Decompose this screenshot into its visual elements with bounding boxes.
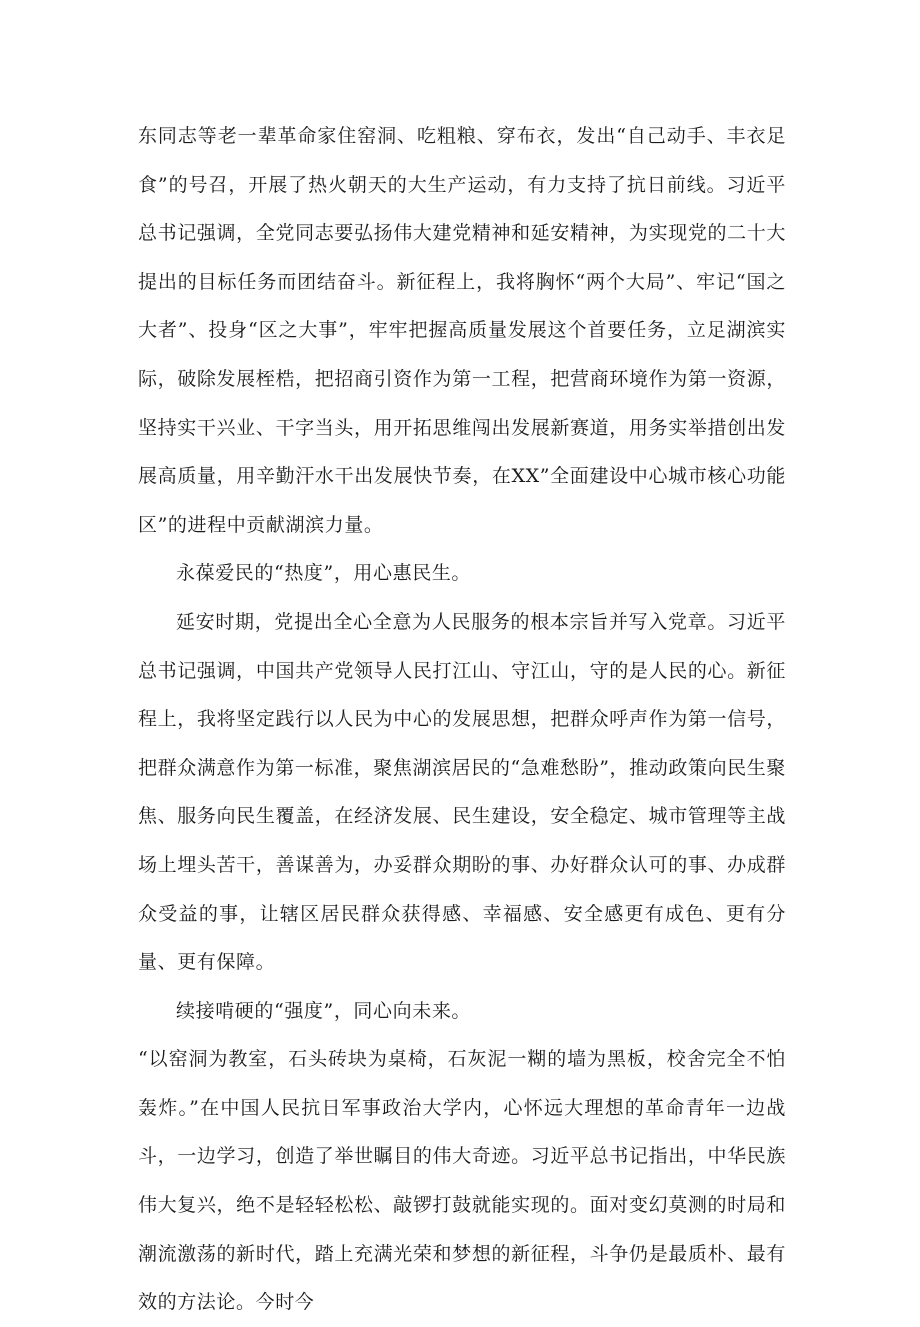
paragraph-dasheng-production: 东同志等老一辈革命家住窑洞、吃粗粮、穿布衣，发出“自己动手、丰衣足食”的号召，开展了热火朝天的大生产运动，有力支持了抗日前线。习近平总书记强调，全党同志要弘扬伟大建党精神和延安精神，为实现党的二十大提出的目标任务而团结奋斗。新征程上，我将胸怀“两个大局”、牢记“国之大者”、投身“区之大事”，牢牢把握高质量发展这个首要任务，立足湖滨实际，破除发展桎梏，把招商引资作为第一工程，把营商环境作为第一资源，坚持实干兴业、干字当头，用开拓思维闯出发展新赛道，用务实举措创出发展高质量，用辛勤汗水干出发展快节奏，在XX”全面建设中心城市核心功能区”的进程中贡献湖滨力量。 [138, 125, 786, 536]
section-heading-tough-work: 续接啃硬的“强度”，同心向未来。 [176, 999, 472, 1022]
paragraph-serve-people: 延安时期，党提出全心全意为人民服务的根本宗旨并写入党章。习近平总书记强调，中国共产党领导人民打江山、守江山，守的是人民的心。新征程上，我将坚定践行以人民为中心的发展思想，把群众呼声作为第一信号，把群众满意作为第一标准，聚焦湖滨居民的“急难愁盼”，推动政策向民生聚焦、服务向民生覆盖，在经济发展、民生建设，安全稳定、城市管理等主战场上埋头苦干，善谋善为，办妥群众期盼的事、办好群众认可的事、办成群众受益的事，让辖区居民群众获得感、幸福感、安全感更有成色、更有分量、更有保障。 [138, 610, 786, 974]
section-heading-love-people: 永葆爱民的“热度”，用心惠民生。 [176, 562, 472, 585]
paragraph-kangda-university: “以窑洞为教室，石头砖块为桌椅，石灰泥一糊的墙为黑板，校舍完全不怕轰炸。”在中国人民抗日军事政治大学内，心怀远大理想的革命青年一边战斗，一边学习，创造了举世瞩目的伟大奇迹。习近平总书记指出，中华民族伟大复兴，绝不是轻轻松松、敲锣打鼓就能实现的。面对变幻莫测的时局和潮流激荡的新时代，踏上充满光荣和梦想的新征程，斗争仍是最质朴、最有效的方法论。今时今 [138, 1048, 786, 1314]
document-body [138, 112, 786, 1327]
